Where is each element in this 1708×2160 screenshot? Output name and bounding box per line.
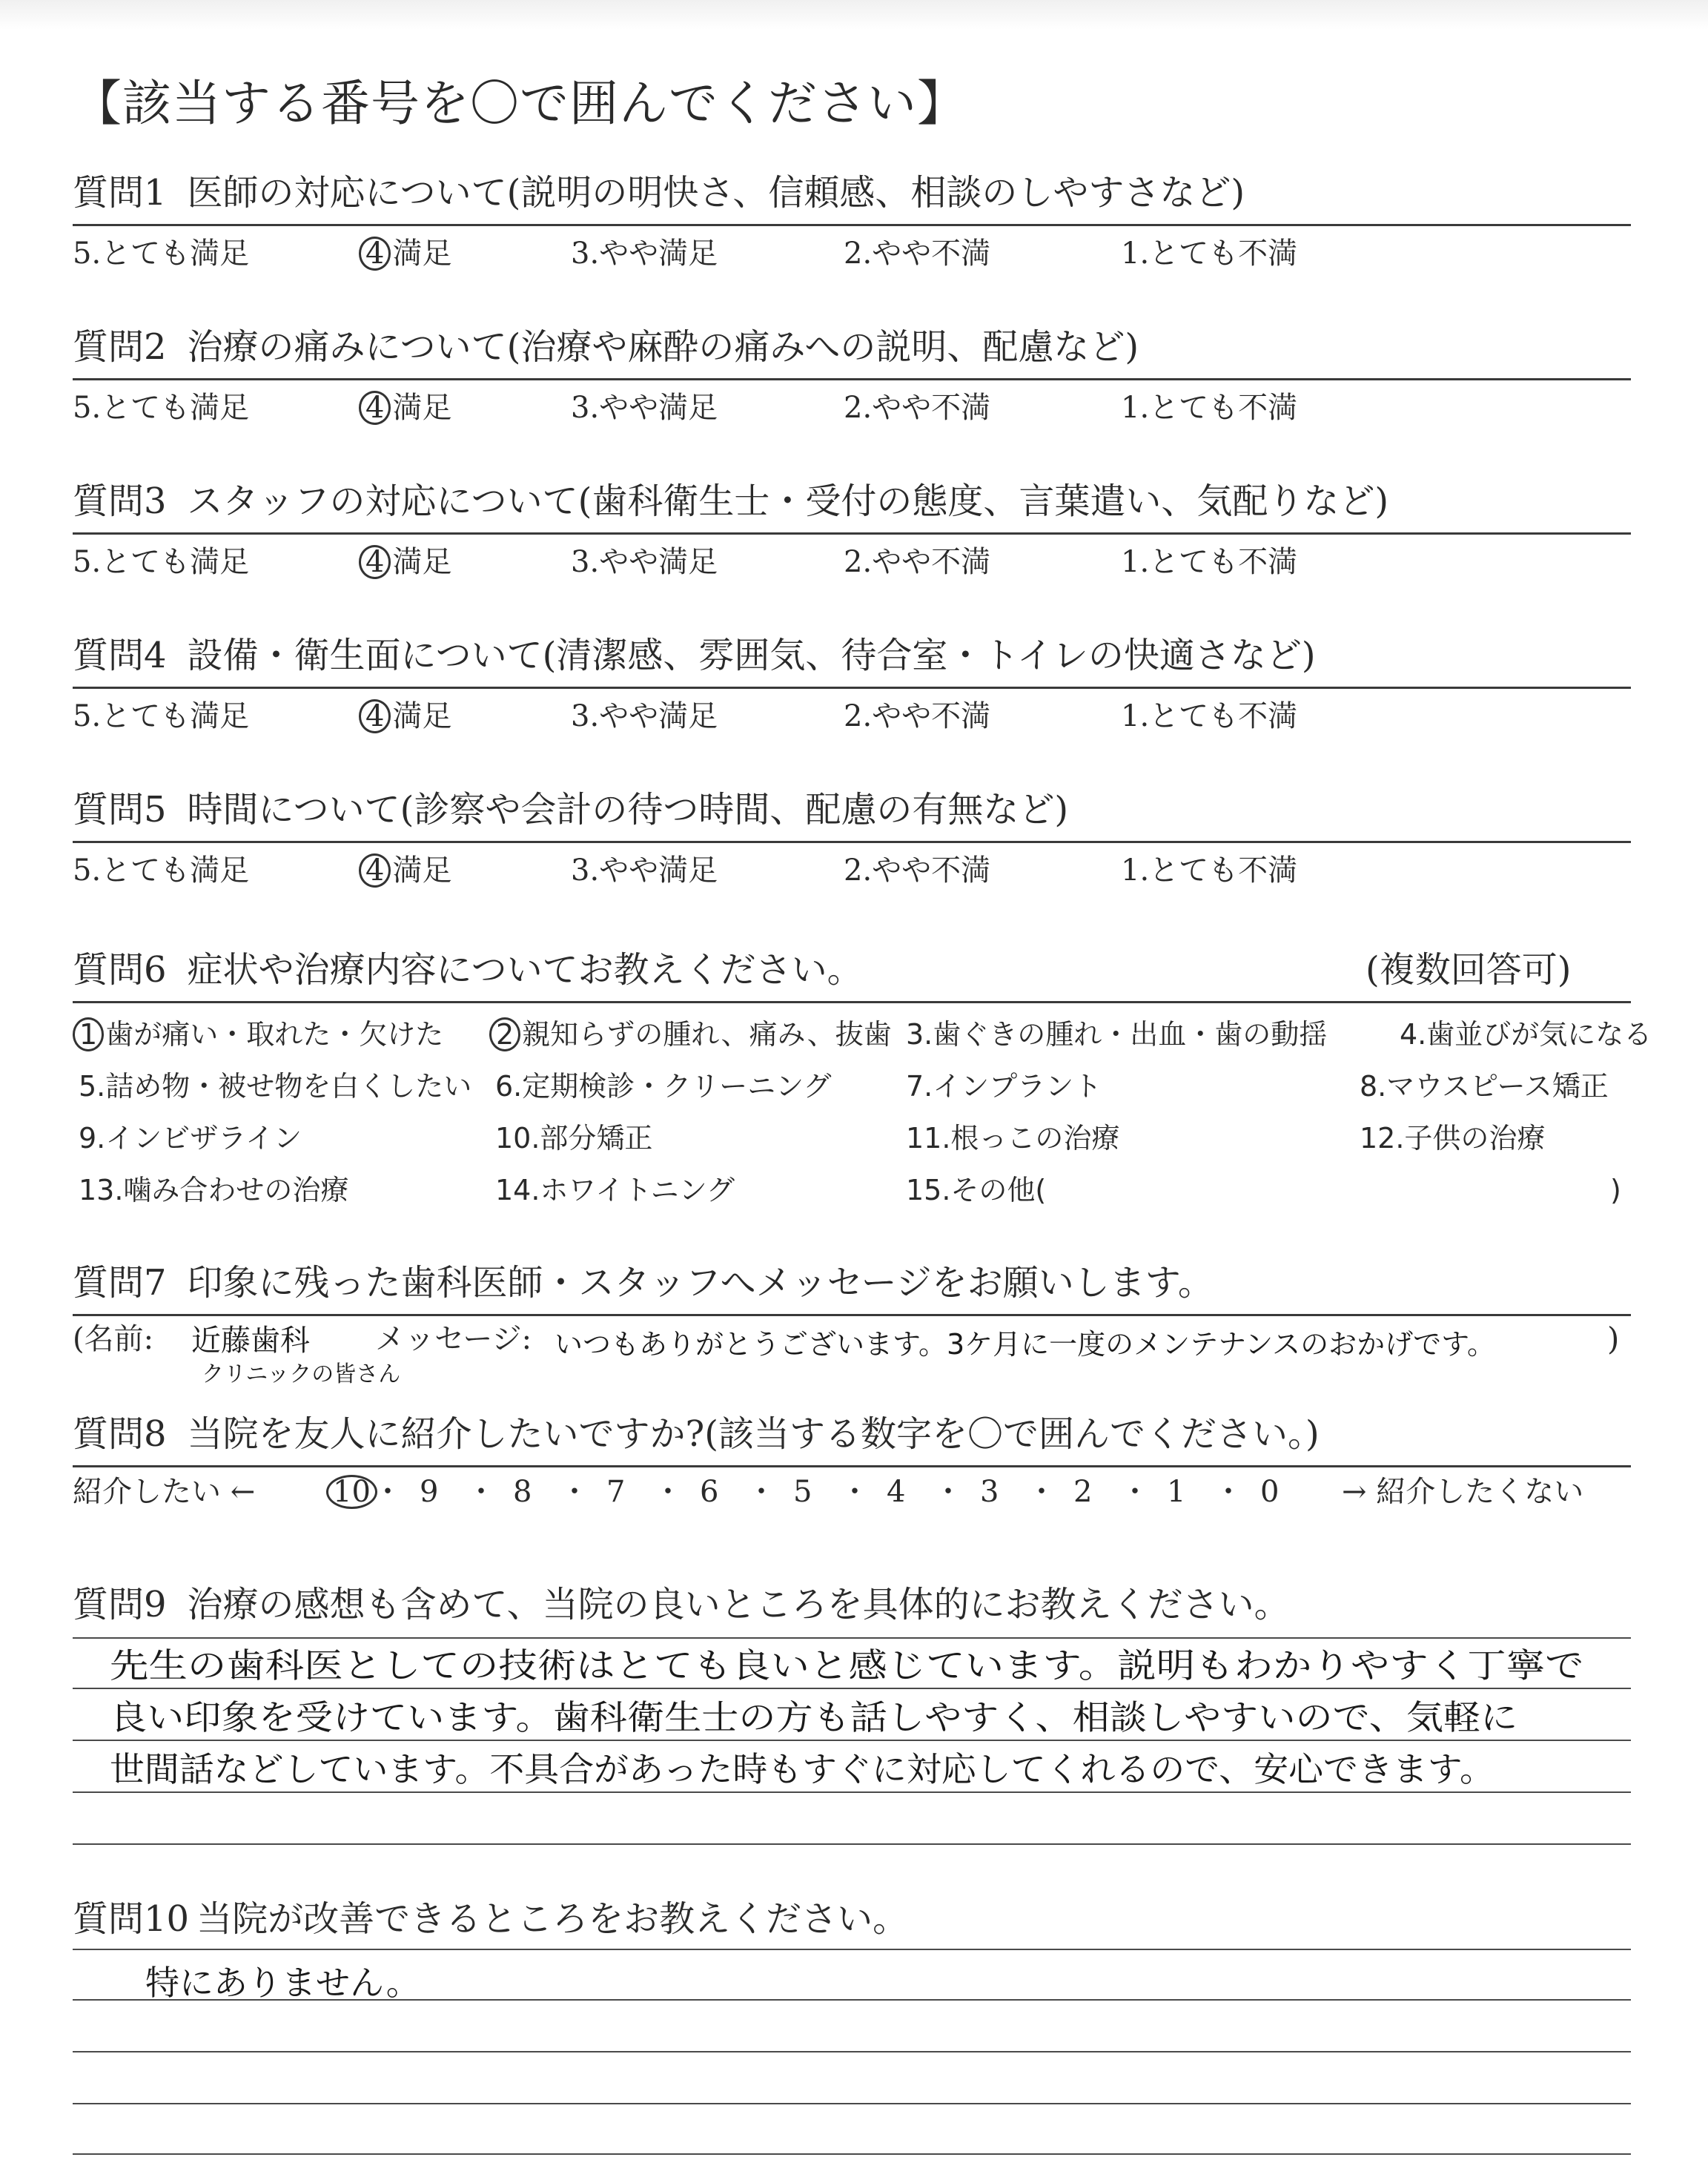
handwritten-answer-line-1: 先生の歯科医としての技術はとても良いと感じています。説明もわかりやすく丁寧で	[110, 1645, 1584, 1685]
recommend-scale-value[interactable]	[793, 1474, 812, 1510]
question-number: 質問3	[73, 480, 167, 522]
question-text: 印象に残った歯科医師・スタッフへメッセージをお願いします。	[187, 1262, 1214, 1304]
rating-option[interactable]: 2.やや不満	[844, 545, 991, 579]
rating-option[interactable]: 1.とても不満	[1121, 237, 1298, 271]
scale-number: 0	[1260, 1475, 1280, 1509]
question-text: 症状や治療内容についてお教えください。	[187, 949, 863, 991]
rating-option[interactable]: 2.やや不満	[844, 699, 991, 733]
scale-number: 3	[980, 1475, 999, 1509]
rating-option[interactable]: 5.とても満足	[73, 237, 250, 271]
recommend-scale-value[interactable]	[606, 1474, 625, 1510]
question-1-title	[73, 172, 1245, 214]
answer-line	[73, 1791, 1631, 1793]
recommend-scale-value[interactable]	[700, 1474, 718, 1510]
answer-line	[73, 2153, 1631, 2155]
rating-option[interactable]: 1.とても不満	[1121, 545, 1298, 579]
scale-separator: ・	[653, 1475, 683, 1509]
question-5-rule	[73, 841, 1631, 843]
scale-number: 9	[420, 1475, 439, 1509]
rating-option[interactable]: 2.やや不満	[844, 237, 991, 271]
question-3-title	[73, 480, 1388, 522]
recommend-scale-value[interactable]	[1167, 1474, 1185, 1510]
rating-option[interactable]	[359, 390, 451, 426]
rating-option[interactable]: 5.とても満足	[73, 699, 250, 733]
scale-separator: ・	[466, 1475, 496, 1509]
scale-separator: ・	[1120, 1475, 1150, 1509]
option-label: 満足	[392, 545, 452, 579]
question-5-title	[73, 789, 1068, 830]
message-label: メッセージ:	[375, 1322, 532, 1356]
scale-number: 7	[606, 1475, 626, 1509]
rating-option[interactable]: 5.とても満足	[73, 391, 250, 425]
rating-option[interactable]: 2.やや不満	[844, 391, 991, 425]
question-number: 質問6	[73, 949, 167, 991]
question-6-rule	[73, 1001, 1631, 1003]
handwritten-name: 近藤歯科	[191, 1324, 310, 1358]
rating-option[interactable]: 3.やや満足	[571, 853, 718, 888]
selection-circle: 1	[73, 1017, 104, 1051]
rating-option[interactable]: 3.やや満足	[571, 391, 718, 425]
recommend-scale-value[interactable]	[326, 1474, 379, 1510]
page-title: 【該当する番号を〇で囲んでください】	[73, 75, 967, 132]
q6-option-14[interactable]: 14.ホワイトニング	[495, 1174, 735, 1206]
scale-separator: ・	[560, 1475, 589, 1509]
rating-option[interactable]	[359, 544, 451, 580]
recommend-scale-value[interactable]	[513, 1474, 532, 1510]
q6-option-2[interactable]	[489, 1017, 892, 1051]
question-text: 治療の感想も含めて、当院の良いところを具体的にお教えください。	[187, 1584, 1290, 1625]
question-text: 医師の対応について(説明の明快さ、信頼感、相談のしやすさなど)	[187, 172, 1245, 214]
question-text: 時間について(診察や会計の待つ時間、配慮の有無など)	[187, 789, 1069, 830]
scale-separator: ・	[747, 1475, 776, 1509]
rating-option[interactable]: 2.やや不満	[844, 853, 991, 888]
handwritten-message: いつもありがとうございます。3ケ月に一度のメンテナンスのおかげです。	[555, 1328, 1496, 1361]
q6-option-7[interactable]: 7.インプラント	[906, 1070, 1102, 1103]
rating-option[interactable]: 1.とても不満	[1121, 853, 1298, 888]
recommend-right-label: → 紹介したくない	[1342, 1475, 1584, 1509]
recommend-scale-value[interactable]	[1073, 1474, 1092, 1510]
handwritten-name-line-2: クリニックの皆さん	[202, 1361, 401, 1387]
q6-option-9[interactable]: 9.インビザライン	[79, 1122, 302, 1155]
question-7-title	[73, 1262, 1214, 1304]
scale-separator: ・	[373, 1475, 403, 1509]
question-2-rule	[73, 378, 1631, 380]
question-4-title	[73, 635, 1316, 676]
scale-number: 5	[793, 1475, 812, 1509]
question-number: 質問10	[73, 1898, 190, 1940]
handwritten-answer-line-2: 良い印象を受けています。歯科衛生士の方も話しやすく、相談しやすいので、気軽に	[110, 1697, 1518, 1737]
question-number: 質問7	[73, 1262, 167, 1304]
rating-option[interactable]	[359, 853, 451, 888]
scale-number: 6	[700, 1475, 719, 1509]
q6-option-15[interactable]: 15.その他(	[906, 1174, 1047, 1206]
answer-line	[73, 2051, 1631, 2052]
answer-line	[73, 1949, 1631, 1950]
q6-option-6[interactable]: 6.定期検診・クリーニング	[495, 1070, 832, 1103]
name-label: (名前:	[73, 1322, 154, 1356]
q6-other-close-paren: )	[1610, 1174, 1621, 1206]
question-number: 質問9	[73, 1584, 167, 1625]
question-3-rule	[73, 532, 1631, 535]
question-number: 質問1	[73, 172, 167, 214]
q6-option-10[interactable]: 10.部分矯正	[495, 1122, 653, 1155]
rating-option[interactable]: 3.やや満足	[571, 545, 718, 579]
scale-separator: ・	[1214, 1475, 1243, 1509]
q6-option-13[interactable]: 13.噛み合わせの治療	[79, 1174, 349, 1206]
recommend-scale-value[interactable]	[980, 1474, 999, 1510]
q6-option-1[interactable]	[73, 1017, 443, 1051]
q6-option-12[interactable]: 12.子供の治療	[1360, 1122, 1546, 1155]
selection-circle: 4	[359, 853, 391, 888]
question-8-rule	[73, 1465, 1631, 1467]
selection-circle: 4	[359, 237, 391, 271]
answer-line	[73, 2103, 1631, 2104]
recommend-scale-value[interactable]	[887, 1474, 905, 1510]
q6-option-5[interactable]: 5.詰め物・被せ物を白くしたい	[79, 1070, 472, 1103]
message-close-paren: )	[1607, 1321, 1620, 1357]
selection-circle: 4	[359, 391, 391, 425]
option-label: 親知らずの腫れ、痛み、抜歯	[522, 1018, 892, 1051]
rating-option[interactable]: 3.やや満足	[571, 699, 718, 733]
rating-option[interactable]	[359, 236, 451, 271]
option-label: 満足	[392, 237, 452, 271]
rating-option[interactable]	[359, 698, 451, 734]
question-number: 質問2	[73, 326, 167, 368]
q6-option-11[interactable]: 11.根っこの治療	[906, 1122, 1120, 1155]
question-7-rule	[73, 1314, 1631, 1316]
selection-circle: 10	[326, 1475, 377, 1509]
question-text: 当院を友人に紹介したいですか?(該当する数字を〇で囲んでください。)	[187, 1413, 1320, 1455]
scale-separator: ・	[1027, 1475, 1056, 1509]
selection-circle: 4	[359, 545, 391, 579]
rating-option[interactable]: 3.やや満足	[571, 237, 718, 271]
question-text: スタッフの対応について(歯科衛生士・受付の態度、言葉遣い、気配りなど)	[187, 480, 1389, 522]
option-label: 満足	[392, 853, 452, 888]
question-number: 質問4	[73, 635, 167, 676]
rating-option[interactable]: 1.とても不満	[1121, 391, 1298, 425]
recommend-scale-value[interactable]	[420, 1474, 438, 1510]
scale-number: 8	[513, 1475, 532, 1509]
scale-separator: ・	[933, 1475, 963, 1509]
question-6-title	[73, 949, 863, 991]
handwritten-answer-line-3: 世間話などしています。不具合があった時もすぐに対応してくれるので、安心できます。	[110, 1749, 1494, 1789]
question-8-title	[73, 1413, 1320, 1455]
scale-number: 1	[1167, 1475, 1186, 1509]
rating-option[interactable]: 5.とても満足	[73, 545, 250, 579]
question-9-title	[73, 1584, 1290, 1625]
rating-option[interactable]: 1.とても不満	[1121, 699, 1298, 733]
question-2-title	[73, 326, 1139, 368]
scan-top-edge	[0, 0, 1708, 30]
q6-option-4[interactable]: 4.歯並びが気になる	[1400, 1018, 1652, 1051]
question-10-title	[73, 1898, 908, 1940]
question-number: 質問8	[73, 1413, 167, 1455]
option-label: 満足	[392, 391, 452, 425]
recommend-scale-value[interactable]	[1260, 1474, 1279, 1510]
recommend-left-label: 紹介したい ←	[73, 1475, 256, 1509]
option-label: 歯が痛い・取れた・欠けた	[105, 1018, 444, 1051]
q6-option-8[interactable]: 8.マウスピース矯正	[1360, 1070, 1609, 1103]
option-label: 満足	[392, 699, 452, 733]
answer-line	[73, 1843, 1631, 1845]
scale-separator: ・	[840, 1475, 870, 1509]
multiple-answer-note: (複数回答可)	[1366, 949, 1572, 991]
question-number: 質問5	[73, 789, 167, 830]
question-text: 当院が改善できるところをお教えください。	[196, 1898, 909, 1940]
answer-line	[73, 1688, 1631, 1689]
selection-circle: 2	[489, 1017, 520, 1051]
rating-option[interactable]: 5.とても満足	[73, 853, 250, 888]
scale-number: 2	[1073, 1475, 1093, 1509]
handwritten-improvement-answer: 特にありません。	[145, 1963, 420, 2003]
scale-number: 4	[887, 1475, 906, 1509]
question-text: 設備・衛生面について(清潔感、雰囲気、待合室・トイレの快適さなど)	[187, 635, 1316, 676]
question-4-rule	[73, 687, 1631, 689]
question-text: 治療の痛みについて(治療や麻酔の痛みへの説明、配慮など)	[187, 326, 1139, 368]
q6-option-3[interactable]: 3.歯ぐきの腫れ・出血・歯の動揺	[906, 1018, 1328, 1051]
question-1-rule	[73, 224, 1631, 226]
selection-circle: 4	[359, 699, 391, 733]
answer-line	[73, 1740, 1631, 1741]
